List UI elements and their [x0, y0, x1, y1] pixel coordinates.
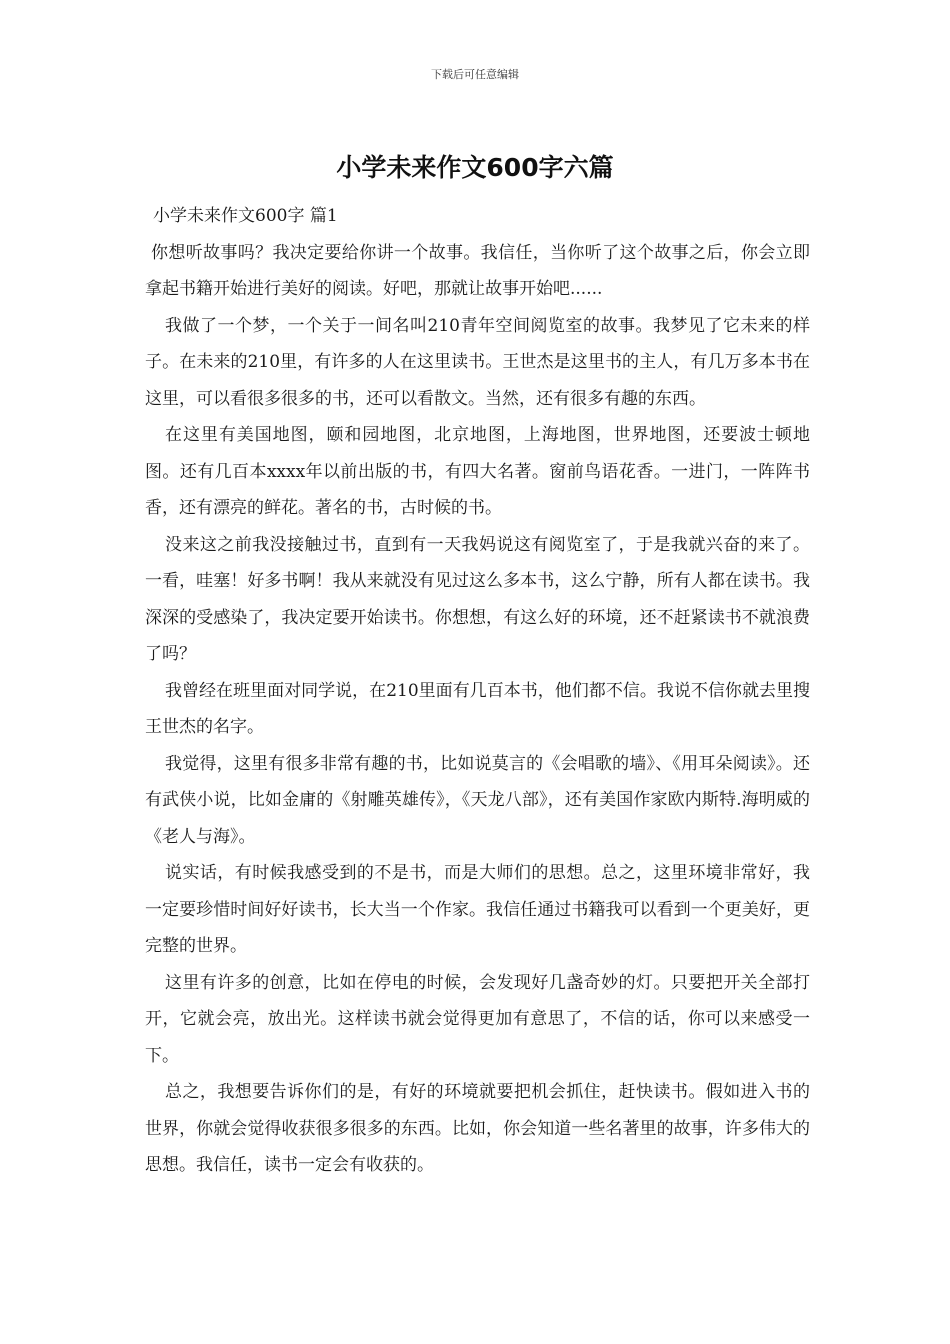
- paragraph-1: 你想听故事吗？我决定要给你讲一个故事。我信任，当你听了这个故事之后，你会立即拿起书籍开始进行美好的阅读。好吧，那就让故事开始吧......: [145, 242, 810, 299]
- paragraph-9: 总之，我想要告诉你们的是，有好的环境就要把机会抓住，赶快读书。假如进入书的世界，你就会觉得收获很多很多的东西。比如，你会知道一些名著里的故事，许多伟大的思想。我信任，读书一定会有收获的。: [145, 1082, 810, 1175]
- paragraph-2: 我做了一个梦，一个关于一间名叫210青年空间阅览室的故事。我梦见了它未来的样子。在未来的210里，有许多的人在这里读书。王世杰是这里书的主人，有几万多本书在这里，可以看很多很多的书，还可以看散文。当然，还有很多有趣的东西。: [145, 315, 810, 409]
- document-title: 小学未来作文600字六篇: [336, 153, 614, 182]
- paragraph-6: 我觉得，这里有很多非常有趣的书，比如说莫言的《会唱歌的墙》、《用耳朵阅读》。还有武侠小说，比如金庸的《射雕英雄传》，《天龙八部》，还有美国作家欧内斯特.海明威的《老人与海》。: [145, 753, 810, 847]
- paragraph-3: 在这里有美国地图，颐和园地图，北京地图，上海地图，世界地图，还要波士顿地图。还有几百本xxxx年以前出版的书，有四大名著。窗前鸟语花香。一进门，一阵阵书香，还有漂亮的鲜花。著名的书，古时候的书。: [145, 425, 810, 518]
- paragraph-8: 这里有许多的创意，比如在停电的时候，会发现好几盏奇妙的灯。只要把开关全部打开，它就会亮，放出光。这样读书就会觉得更加有意思了，不信的话，你可以来感受一下。: [145, 972, 810, 1066]
- section-heading: 小学未来作文600字 篇1: [153, 206, 338, 226]
- paragraph-7: 说实话，有时候我感受到的不是书，而是大师们的思想。总之，这里环境非常好，我一定要珍惜时间好好读书，长大当一个作家。我信任通过书籍我可以看到一个更美好，更完整的世界。: [145, 863, 810, 956]
- paragraph-4: 没来这之前我没接触过书，直到有一天我妈说这有阅览室了，于是我就兴奋的来了。一看，哇塞！好多书啊！我从来就没有见过这么多本书，这么宁静，所有人都在读书。我深深的受感染了，我决定要开始读书。你想想，有这么好的环境，还不赶紧读书不就浪费了吗？: [145, 534, 810, 664]
- page-header-note: 下载后可任意编辑: [431, 68, 519, 81]
- paragraph-5: 我曾经在班里面对同学说，在210里面有几百本书，他们都不信。我说不信你就去里搜王世杰的名字。: [145, 680, 810, 737]
- document-body: [145, 198, 810, 1184]
